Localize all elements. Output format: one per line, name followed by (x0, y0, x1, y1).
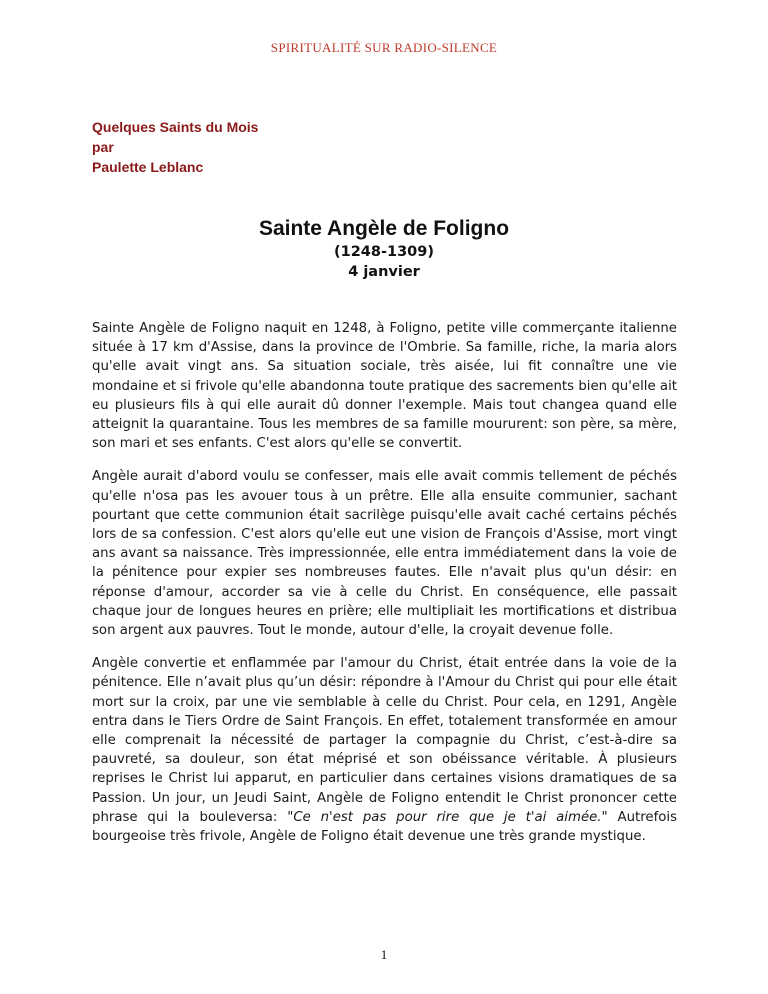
byline (92, 117, 258, 177)
byline-author: Paulette Leblanc (92, 159, 204, 175)
running-header: SPIRITUALITÉ SUR RADIO-SILENCE (270, 40, 498, 55)
title-dates: (1248-1309) (334, 244, 434, 260)
page-number: 1 (380, 947, 388, 962)
page-title: Sainte Angèle de Foligno (258, 217, 510, 240)
title-block (0, 216, 768, 282)
paragraph-3-start: Angèle convertie et enflammée par l'amour du Christ, était entrée dans la voie de la pénitence. Elle n’avait plus qu’un désir: répondre à l'Amour du Christ qui pour elle était mort sur la croix, par une vie semblable à celle du Christ. Pour cela, en 1291, Angèle entra dans le Tiers Ordre de Saint François. En effet, totalement transformée en amour elle comprenait la nécessité de partager la compagnie du Christ, c’est-à-dire sa pauvreté, sa douleur, son état méprisé et son obéissance véritable. À plusieurs reprises le Christ lui apparut, en particulier dans certaines visions dramatiques de sa Passion. Un jour, un Jeudi Saint, Angèle de Foligno entendit le Christ prononcer cette phrase qui la bouleversa: (92, 656, 677, 825)
article-body (92, 319, 677, 860)
paragraph-3-end: Autrefois bourgeoise très frivole, Angèle de Foligno était devenue une très grande mystique. (92, 809, 678, 845)
byline-series: Quelques Saints du Mois (92, 119, 259, 135)
title-feast-day: 4 janvier (348, 264, 420, 280)
paragraph-3 (92, 654, 677, 846)
byline-par: par (92, 139, 114, 155)
paragraph-1: Sainte Angèle de Foligno naquit en 1248, à Foligno, petite ville commerçante italienne située à 17 km d'Assise, dans la province de l'Ombrie. Sa famille, riche, la maria alors qu'elle avait vingt ans. Sa situation sociale, très aisée, lui fit connaître une vie mondaine et si frivole qu'elle abandonna toute pratique des sacrements bien qu'elle ait eu plusieurs fils à qui elle aurait dû donner l'exemple. Mais tout changea quand elle atteignit la quarantaine. Tous les membres de sa famille moururent: son père, sa mère, son mari et ses enfants. C'est alors qu'elle se convertit. (92, 321, 677, 452)
paragraph-3-quote: "Ce n'est pas pour rire que je t'ai aimée." (287, 809, 608, 825)
paragraph-2: Angèle aurait d'abord voulu se confesser, mais elle avait commis tellement de péchés qu'elle n'osa pas les avouer tous à un prêtre. Elle alla ensuite communier, sachant pourtant que cette communion était sacrilège puisqu'elle avait caché certains péchés lors de sa confession. C'est alors qu'elle eut une vision de François d'Assise, mort vingt ans avant sa naissance. Très impressionnée, elle entra immédiatement dans la voie de la pénitence pour expier ses nombreuses fautes. Elle n'avait plus qu'un désir: en réponse d'amour, accorder sa vie à celle du Christ. En conséquence, elle passait chaque jour de longues heures en prière; elle multipliait les mortifications et distribua son argent aux pauvres. Tout le monde, autour d'elle, la croyait devenue folle. (92, 469, 677, 639)
